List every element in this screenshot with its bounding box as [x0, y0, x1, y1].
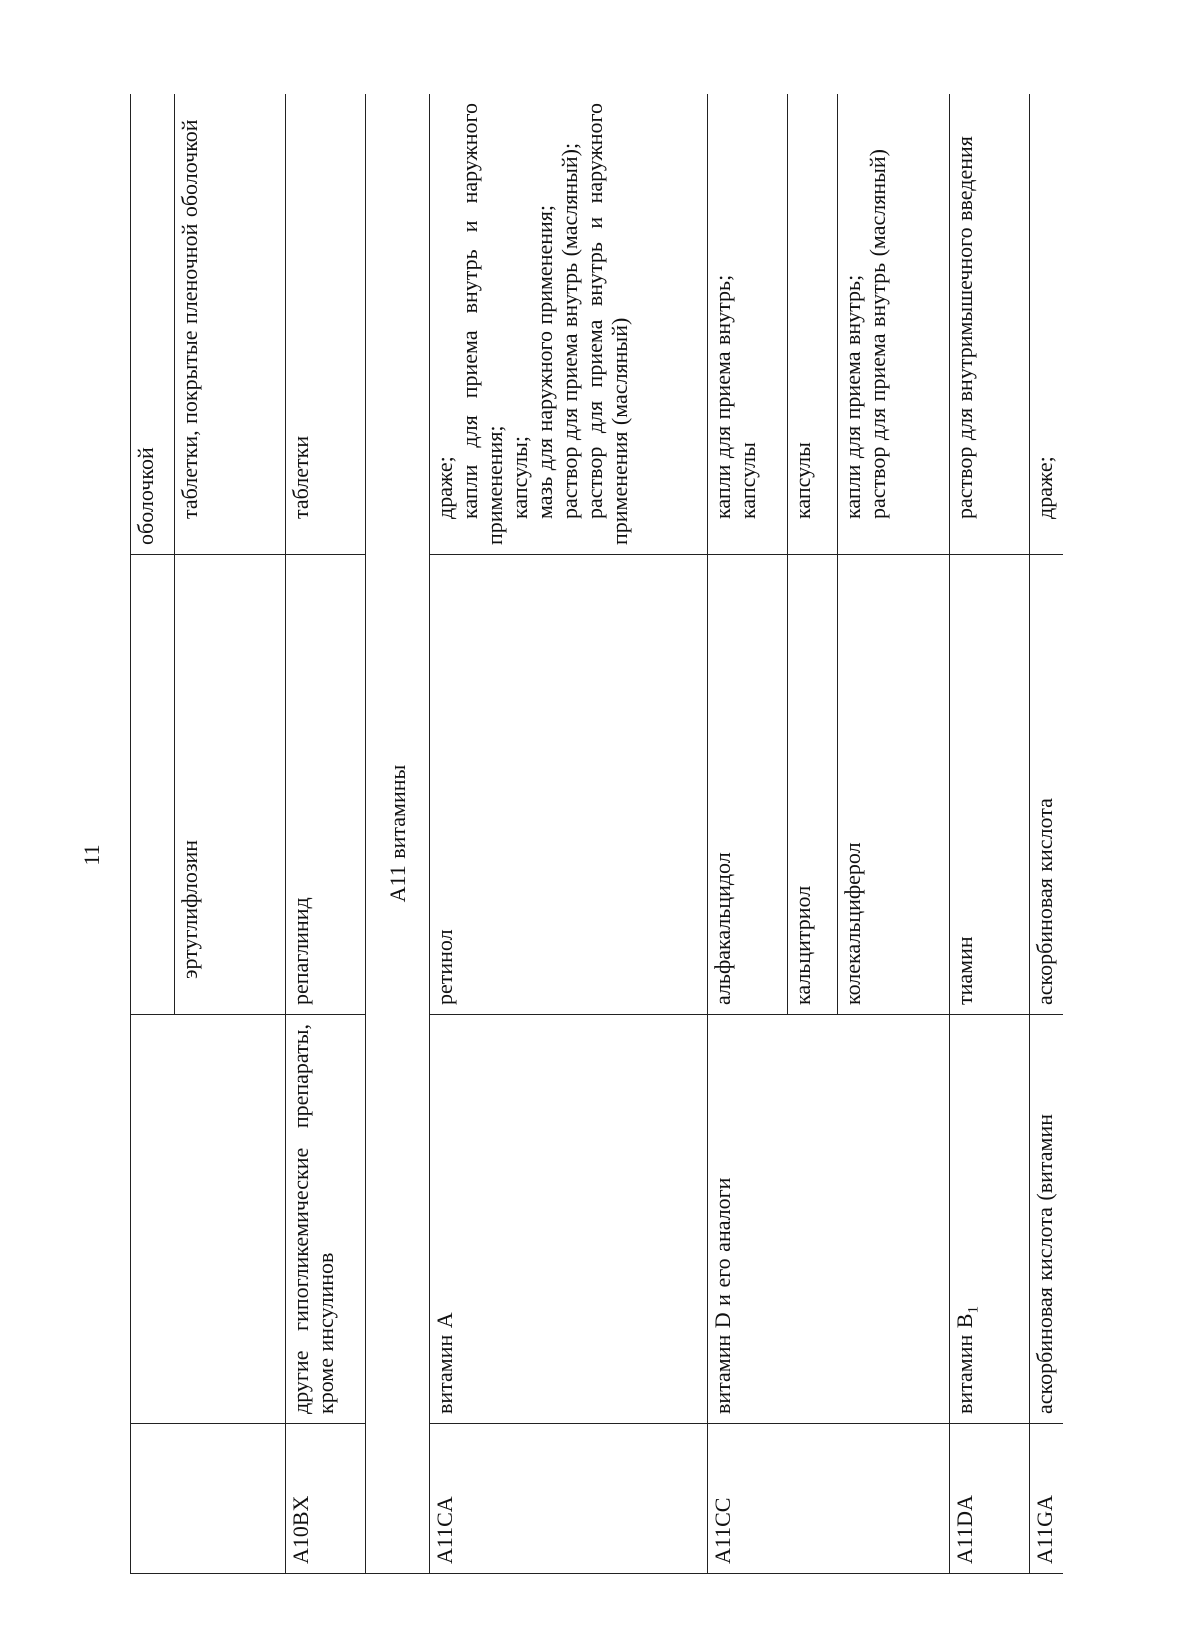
table-row: [1030, 94, 1064, 1574]
table-row: [950, 94, 1030, 1574]
forms-cell: [708, 94, 788, 555]
medicines-table: [130, 94, 1063, 1574]
group-subscript: 1: [965, 1306, 982, 1314]
dosage-form: раствор для приема внутрь (масляный): [865, 149, 890, 519]
dosage-form: раствор для внутримышечного введения: [952, 136, 977, 519]
dosage-form: оболочкой: [133, 447, 158, 545]
dosage-form: драже;: [1032, 456, 1057, 519]
inn-cell: альфакальцидол: [708, 555, 788, 1015]
group-cell: витамин А: [430, 1015, 708, 1424]
dosage-form: таблетки: [288, 435, 313, 519]
document-page: [130, 94, 1063, 1574]
group-cell: витамин D и его аналоги: [708, 1015, 950, 1424]
group-cell: [950, 1015, 1030, 1424]
dosage-form: капсулы: [735, 442, 760, 519]
dosage-form: капли для приема внутрь и наружного применения;: [457, 103, 507, 545]
forms-cell: [286, 94, 366, 555]
inn-cell: репаглинид: [286, 555, 366, 1015]
table-row: [131, 94, 175, 1574]
inn-cell: колекальциферол: [838, 555, 950, 1015]
code-cell: A11CA: [430, 1424, 708, 1574]
section-title: A11 витамины: [366, 94, 430, 1574]
inn-cell: тиамин: [950, 555, 1030, 1015]
inn-cell: [175, 555, 286, 1015]
dosage-form: раствор для приема внутрь и наружного применения (масляный): [582, 103, 632, 545]
inn-cell: кальцитриол: [788, 555, 838, 1015]
inn-name: эртуглифлозин: [177, 839, 202, 979]
table-row: [430, 94, 708, 1574]
dosage-form: таблетки, покрытые пленочной оболочкой: [177, 119, 202, 519]
inn-cell: аскорбиновая кислота: [1030, 555, 1064, 1015]
dosage-form: мазь для наружного применения;: [532, 204, 557, 519]
code-cell: A10BX: [286, 1424, 366, 1574]
table-row: [708, 94, 788, 1574]
forms-cell: [131, 94, 175, 555]
code-cell: [131, 1424, 286, 1574]
rotated-table-container: [130, 94, 1063, 1574]
group-cell: другие гипогликемические препараты, кроме инсулинов: [286, 1015, 366, 1424]
dosage-form: капли для приема внутрь;: [840, 274, 865, 519]
section-row: [366, 94, 430, 1574]
group-cell: аскорбиновая кислота (витамин: [1030, 1015, 1064, 1424]
inn-cell: [131, 555, 175, 1015]
table-row: [286, 94, 366, 1574]
page-number: 11: [79, 844, 104, 866]
code-cell: A11CC: [708, 1424, 950, 1574]
group-name: витамин B: [952, 1313, 977, 1414]
forms-cell: [950, 94, 1030, 555]
dosage-form: капсулы: [790, 442, 815, 519]
forms-cell: [175, 94, 286, 555]
code-cell: A11DA: [950, 1424, 1030, 1574]
inn-cell: ретинол: [430, 555, 708, 1015]
dosage-form: драже;: [432, 456, 457, 519]
group-cell: [131, 1015, 286, 1424]
forms-cell: [430, 94, 708, 555]
forms-cell: [788, 94, 838, 555]
forms-cell: [1030, 94, 1064, 555]
dosage-form: капли для приема внутрь;: [710, 274, 735, 519]
forms-cell: [838, 94, 950, 555]
dosage-form: раствор для приема внутрь (масляный);: [557, 142, 582, 519]
dosage-form: капсулы;: [507, 436, 532, 519]
code-cell: A11GA: [1030, 1424, 1064, 1574]
